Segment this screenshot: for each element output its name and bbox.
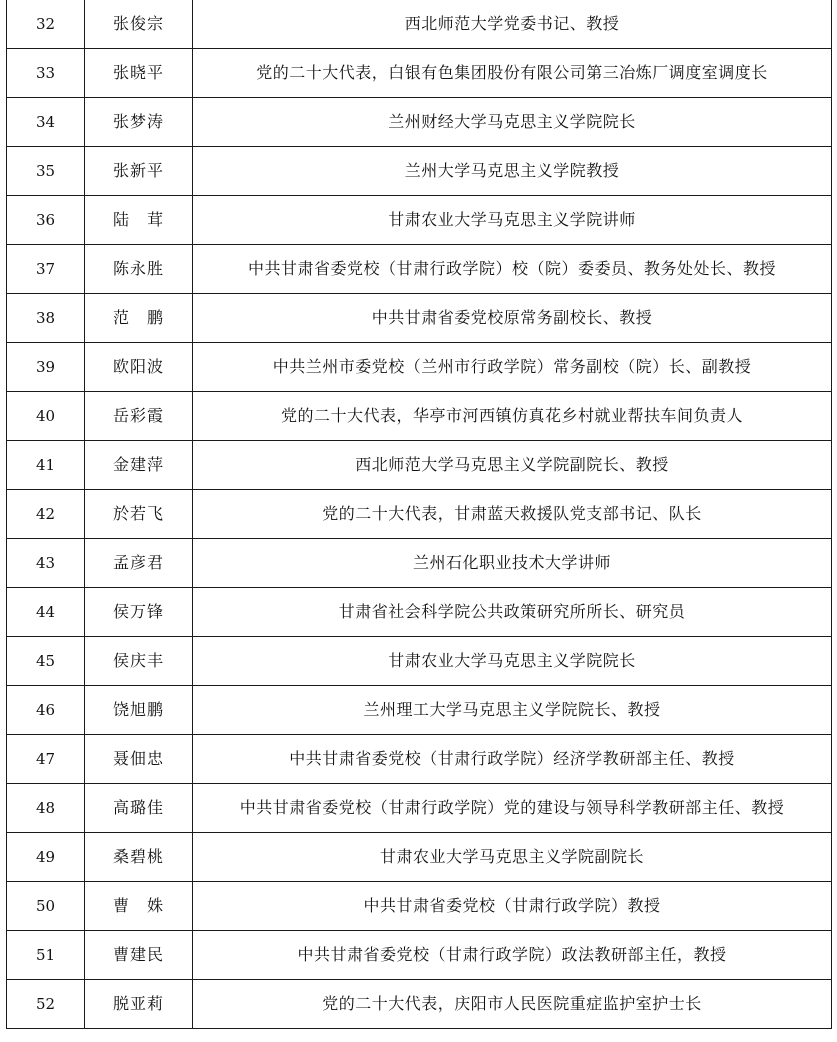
table-row bbox=[7, 49, 832, 98]
table-row bbox=[7, 882, 832, 931]
row-number-cell: 37 bbox=[7, 245, 85, 294]
row-number-cell: 49 bbox=[7, 833, 85, 882]
table-row bbox=[7, 539, 832, 588]
row-number-cell: 34 bbox=[7, 98, 85, 147]
member-name-cell: 张新平 bbox=[85, 147, 193, 196]
member-title-cell: 中共甘肃省委党校（甘肃行政学院）党的建设与领导科学教研部主任、教授 bbox=[193, 784, 832, 833]
member-title-cell: 甘肃省社会科学院公共政策研究所所长、研究员 bbox=[193, 588, 832, 637]
member-title-cell: 兰州财经大学马克思主义学院院长 bbox=[193, 98, 832, 147]
table-row bbox=[7, 980, 832, 1029]
member-name-cell: 侯万锋 bbox=[85, 588, 193, 637]
member-name-cell: 欧阳波 bbox=[85, 343, 193, 392]
member-title-cell: 中共甘肃省委党校（甘肃行政学院）政法教研部主任，教授 bbox=[193, 931, 832, 980]
member-title-cell: 西北师范大学党委书记、教授 bbox=[193, 0, 832, 49]
member-name-cell: 聂佃忠 bbox=[85, 735, 193, 784]
table-row bbox=[7, 441, 832, 490]
member-name-cell: 侯庆丰 bbox=[85, 637, 193, 686]
member-name-cell: 於若飞 bbox=[85, 490, 193, 539]
table-row bbox=[7, 735, 832, 784]
table-row bbox=[7, 833, 832, 882]
table-row bbox=[7, 392, 832, 441]
member-title-cell: 西北师范大学马克思主义学院副院长、教授 bbox=[193, 441, 832, 490]
member-title-cell: 中共兰州市委党校（兰州市行政学院）常务副校（院）长、副教授 bbox=[193, 343, 832, 392]
member-title-cell: 党的二十大代表，白银有色集团股份有限公司第三冶炼厂调度室调度长 bbox=[193, 49, 832, 98]
member-name-cell: 脱亚莉 bbox=[85, 980, 193, 1029]
member-name-cell: 曹建民 bbox=[85, 931, 193, 980]
table-row bbox=[7, 343, 832, 392]
table-row bbox=[7, 245, 832, 294]
member-table bbox=[6, 0, 832, 1029]
member-name-cell: 张梦涛 bbox=[85, 98, 193, 147]
row-number-cell: 35 bbox=[7, 147, 85, 196]
row-number-cell: 51 bbox=[7, 931, 85, 980]
row-number-cell: 42 bbox=[7, 490, 85, 539]
member-title-cell: 兰州大学马克思主义学院教授 bbox=[193, 147, 832, 196]
row-number-cell: 43 bbox=[7, 539, 85, 588]
member-name-cell: 曹 姝 bbox=[85, 882, 193, 931]
row-number-cell: 39 bbox=[7, 343, 85, 392]
table-row bbox=[7, 196, 832, 245]
row-number-cell: 47 bbox=[7, 735, 85, 784]
row-number-cell: 50 bbox=[7, 882, 85, 931]
member-table-container bbox=[6, 0, 832, 1029]
member-table-body bbox=[7, 0, 832, 1029]
member-title-cell: 甘肃农业大学马克思主义学院副院长 bbox=[193, 833, 832, 882]
member-name-cell: 高璐佳 bbox=[85, 784, 193, 833]
member-title-cell: 兰州理工大学马克思主义学院院长、教授 bbox=[193, 686, 832, 735]
member-name-cell: 金建萍 bbox=[85, 441, 193, 490]
row-number-cell: 33 bbox=[7, 49, 85, 98]
row-number-cell: 38 bbox=[7, 294, 85, 343]
member-name-cell: 张晓平 bbox=[85, 49, 193, 98]
table-row bbox=[7, 98, 832, 147]
member-title-cell: 甘肃农业大学马克思主义学院院长 bbox=[193, 637, 832, 686]
row-number-cell: 52 bbox=[7, 980, 85, 1029]
member-title-cell: 党的二十大代表，甘肃蓝天救援队党支部书记、队长 bbox=[193, 490, 832, 539]
member-name-cell: 桑碧桃 bbox=[85, 833, 193, 882]
member-title-cell: 中共甘肃省委党校原常务副校长、教授 bbox=[193, 294, 832, 343]
table-row bbox=[7, 784, 832, 833]
row-number-cell: 41 bbox=[7, 441, 85, 490]
table-row bbox=[7, 0, 832, 49]
member-title-cell: 党的二十大代表，庆阳市人民医院重症监护室护士长 bbox=[193, 980, 832, 1029]
member-title-cell: 中共甘肃省委党校（甘肃行政学院）经济学教研部主任、教授 bbox=[193, 735, 832, 784]
row-number-cell: 40 bbox=[7, 392, 85, 441]
table-row bbox=[7, 686, 832, 735]
member-name-cell: 范 鹏 bbox=[85, 294, 193, 343]
member-name-cell: 饶旭鹏 bbox=[85, 686, 193, 735]
member-name-cell: 陈永胜 bbox=[85, 245, 193, 294]
member-name-cell: 陆 茸 bbox=[85, 196, 193, 245]
row-number-cell: 46 bbox=[7, 686, 85, 735]
table-row bbox=[7, 147, 832, 196]
table-row bbox=[7, 588, 832, 637]
row-number-cell: 48 bbox=[7, 784, 85, 833]
member-title-cell: 兰州石化职业技术大学讲师 bbox=[193, 539, 832, 588]
member-name-cell: 孟彦君 bbox=[85, 539, 193, 588]
row-number-cell: 32 bbox=[7, 0, 85, 49]
row-number-cell: 45 bbox=[7, 637, 85, 686]
member-name-cell: 岳彩霞 bbox=[85, 392, 193, 441]
row-number-cell: 44 bbox=[7, 588, 85, 637]
table-row bbox=[7, 294, 832, 343]
table-row bbox=[7, 490, 832, 539]
member-name-cell: 张俊宗 bbox=[85, 0, 193, 49]
row-number-cell: 36 bbox=[7, 196, 85, 245]
member-title-cell: 中共甘肃省委党校（甘肃行政学院）校（院）委委员、教务处处长、教授 bbox=[193, 245, 832, 294]
member-title-cell: 中共甘肃省委党校（甘肃行政学院）教授 bbox=[193, 882, 832, 931]
table-row bbox=[7, 931, 832, 980]
table-row bbox=[7, 637, 832, 686]
member-title-cell: 甘肃农业大学马克思主义学院讲师 bbox=[193, 196, 832, 245]
member-title-cell: 党的二十大代表，华亭市河西镇仿真花乡村就业帮扶车间负责人 bbox=[193, 392, 832, 441]
